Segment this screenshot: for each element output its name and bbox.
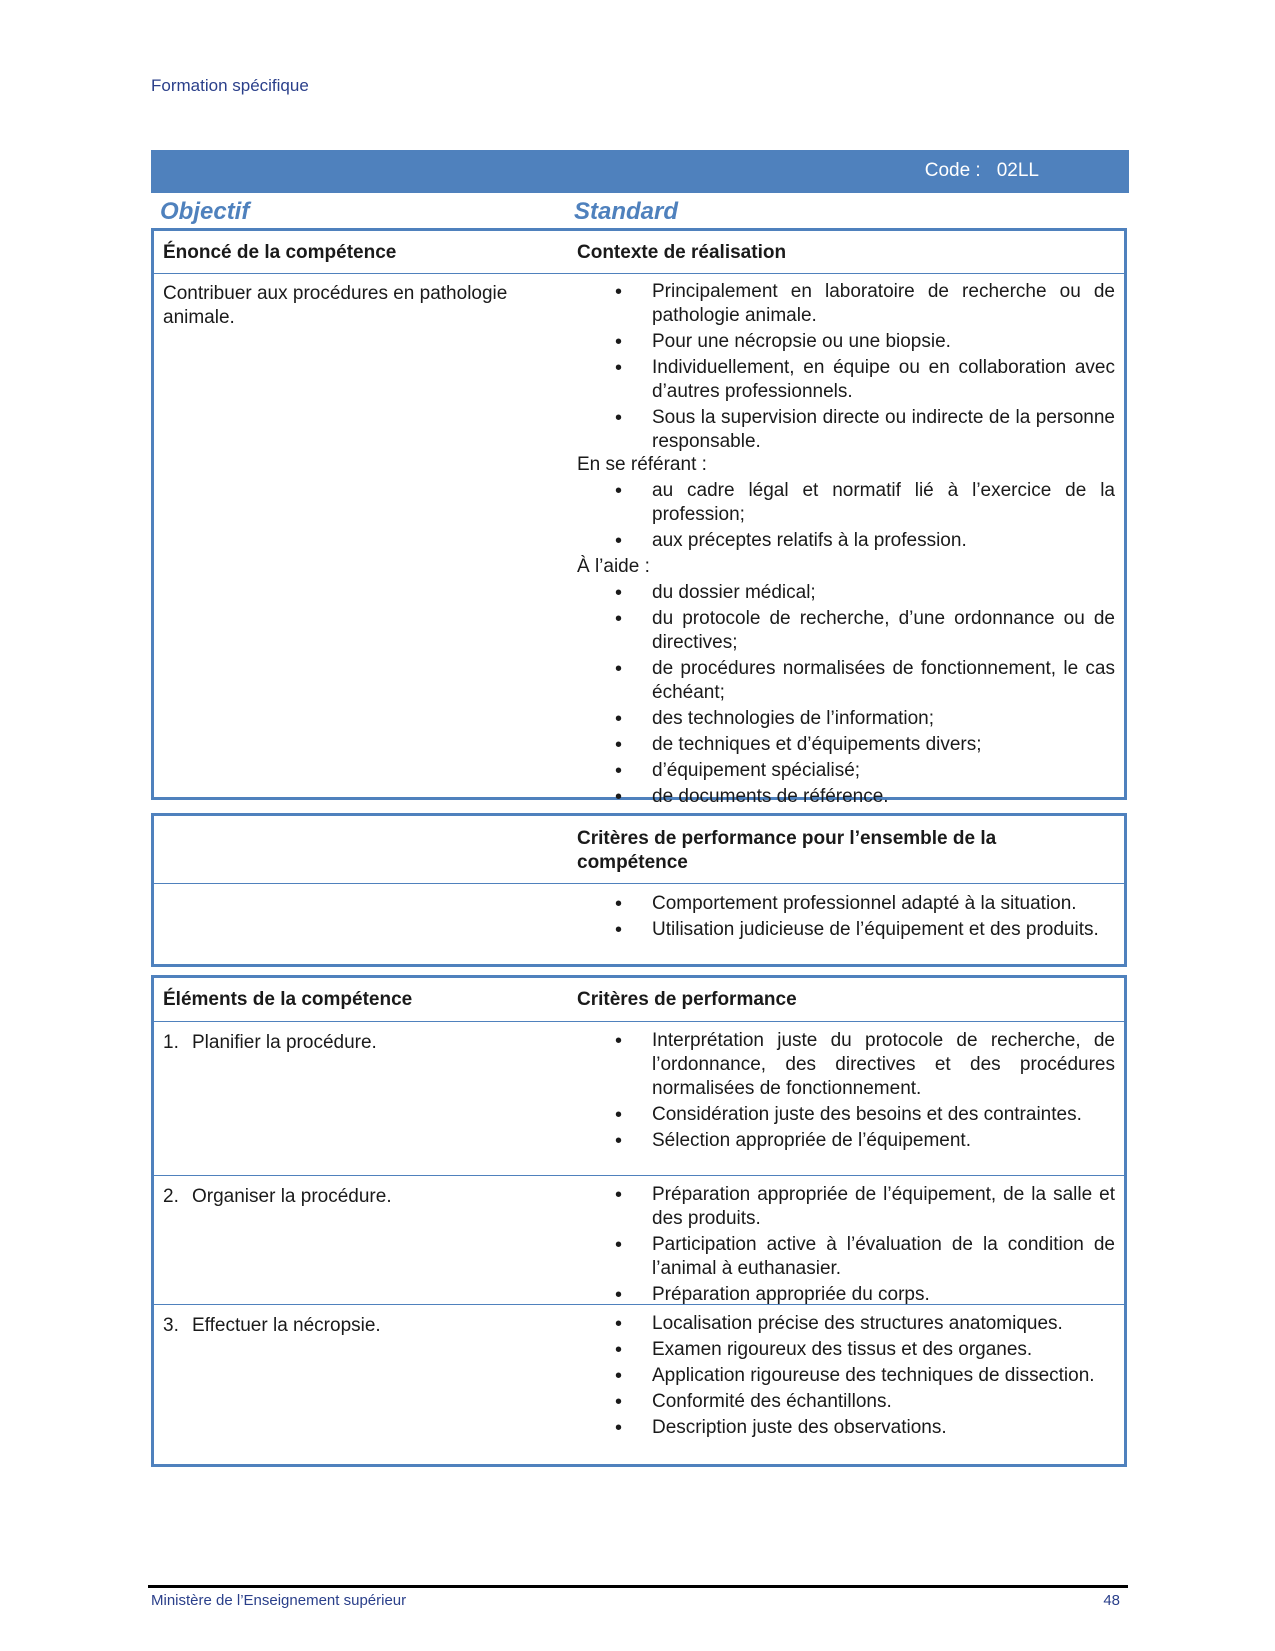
footer-rule	[148, 1585, 1128, 1588]
list-item: • Description juste des observations.	[615, 1416, 1115, 1440]
list-item: • au cadre légal et normatif lié à l’exercice de la profession;	[615, 479, 1115, 527]
criteria-list	[615, 1029, 1115, 1155]
criteria-heading: Critères de performance	[577, 989, 797, 1010]
program-code	[925, 160, 1039, 182]
list-item: • Comportement professionnel adapté à la situation.	[615, 892, 1115, 916]
list-item: • de procédures normalisées de fonctionnement, le cas échéant;	[615, 657, 1115, 705]
code-bar	[151, 150, 1129, 193]
element-number: 2.	[163, 1186, 179, 1207]
aids-lead: À l’aide :	[577, 556, 650, 577]
code-value: 02LL	[996, 160, 1039, 181]
element-label: Organiser la procédure.	[192, 1186, 392, 1207]
element-number: 1.	[163, 1032, 179, 1053]
elements-box	[151, 975, 1127, 1467]
list-item: • aux préceptes relatifs à la profession.	[615, 529, 1115, 553]
competency-statement: Contribuer aux procédures en pathologie animale.	[163, 283, 508, 328]
standard-box	[151, 228, 1127, 807]
list-item: • Interprétation juste du protocole de recherche, de l’ordonnance, des directives et des procédures normalisées de fonctionnement.	[615, 1029, 1115, 1101]
criteria-list	[615, 1312, 1115, 1442]
list-item: • Utilisation judicieuse de l’équipement et des produits.	[615, 918, 1115, 942]
list-item: • Sélection appropriée de l’équipement.	[615, 1129, 1115, 1153]
criteria-list	[615, 1183, 1115, 1309]
list-item: • du dossier médical;	[615, 581, 1115, 605]
divider	[154, 1021, 1124, 1022]
element-label: Planifier la procédure.	[192, 1032, 377, 1053]
list-item: • d’équipement spécialisé;	[615, 759, 1115, 783]
standard-heading: Standard	[574, 198, 679, 225]
statement-heading: Énoncé de la compétence	[163, 242, 397, 263]
references-list	[615, 479, 1115, 553]
list-item: • Préparation appropriée du corps.	[615, 1283, 1115, 1307]
overall-criteria-heading: Critères de performance pour l’ensemble de la compétence	[577, 828, 997, 873]
list-item: • Individuellement, en équipe ou en collaboration avec d’autres professionnels.	[615, 356, 1115, 404]
list-item: • Localisation précise des structures anatomiques.	[615, 1312, 1115, 1336]
references-lead: En se référant :	[577, 454, 707, 475]
divider	[154, 273, 1124, 274]
list-item: • Application rigoureuse des techniques de dissection.	[615, 1364, 1115, 1388]
elements-heading: Éléments de la compétence	[163, 989, 413, 1010]
context-list	[615, 280, 1115, 456]
list-item: • de techniques et d’équipements divers;	[615, 733, 1115, 757]
list-item: • Participation active à l’évaluation de la condition de l’animal à euthanasier.	[615, 1233, 1115, 1281]
list-item: • du protocole de recherche, d’une ordonnance ou de directives;	[615, 607, 1115, 655]
objective-heading: Objectif	[160, 198, 250, 225]
code-label: Code :	[924, 160, 981, 181]
aids-list	[615, 581, 1115, 809]
element-row-label	[163, 1314, 381, 1338]
element-row-label	[163, 1031, 377, 1055]
references-block	[577, 453, 1115, 811]
list-item: • de documents de référence.	[615, 785, 1115, 809]
divider	[154, 1175, 1124, 1176]
element-number: 3.	[163, 1315, 179, 1336]
divider	[154, 1304, 1124, 1305]
element-row-label	[163, 1185, 392, 1209]
list-item: • Préparation appropriée de l’équipement, de la salle et des produits.	[615, 1183, 1115, 1231]
list-item: • des technologies de l’information;	[615, 707, 1115, 731]
element-label: Effectuer la nécropsie.	[192, 1315, 381, 1336]
running-header: Formation spécifique	[151, 76, 309, 95]
page-number: 48	[1103, 1592, 1120, 1609]
list-item: • Sous la supervision directe ou indirecte de la personne responsable.	[615, 406, 1115, 454]
divider	[154, 883, 1124, 884]
list-item: • Conformité des échantillons.	[615, 1390, 1115, 1414]
list-item: • Principalement en laboratoire de recherche ou de pathologie animale.	[615, 280, 1115, 328]
list-item: • Considération juste des besoins et des contraintes.	[615, 1103, 1115, 1127]
overall-criteria-box	[151, 813, 1127, 967]
list-item: • Examen rigoureux des tissus et des organes.	[615, 1338, 1115, 1362]
footer-ministry: Ministère de l’Enseignement supérieur	[151, 1592, 407, 1609]
context-heading: Contexte de réalisation	[577, 242, 787, 263]
list-item: • Pour une nécropsie ou une biopsie.	[615, 330, 1115, 354]
overall-criteria-list	[615, 892, 1115, 944]
